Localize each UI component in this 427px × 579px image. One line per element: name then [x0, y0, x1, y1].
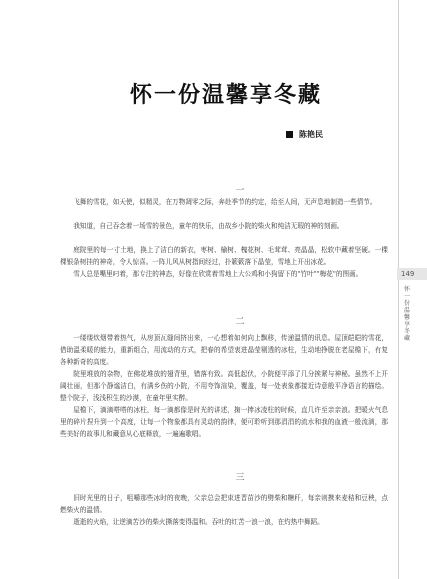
paragraph: 逝逝的火焰，让逆滴苦沙的柴火撕落变得温和。吞吐的红苦一浪一浪，在灼热中舞蹈。 — [73, 518, 324, 526]
paragraph: 屋檐下，滴滴嗒嗒的冰柱，每一滴都像是时光的讲述，掬一捧冰凌柱的时候，直几许至亲亲浪。把暖火气息里的碎片捏升到一个高度，让每一个物象都具有灵动的韵律，便可聆听到那涓涓的流水和我的血液一般流淌，那些美好的故事儿和藏意从心底释放，一遍遍歌唱。 — [60, 406, 388, 438]
section-numeral-3: 三 — [235, 473, 245, 483]
page-title: 怀一份温馨享冬藏 — [130, 83, 323, 108]
running-head-vertical: 怀一份温馨享冬藏 — [404, 286, 411, 342]
paragraph: 庭院里的每一寸土地，换上了洁白的新衣，枣树、榆树、槐花树、毛茸茸、亮晶晶，松软中藏着坚硬。一棵棵银条树挂的神奇，令人惊喜。一阵儿风从树指间经过，扑簌簌落下晶莹，雪地上开出冰花。 — [60, 246, 388, 266]
paragraph: 院里堆放的杂物，在佛花堆放的翅背里，错落有致。高低起伏，小院便平添了几分挨紧与神秘。虽然不上开阔壮丽，但那个静谧洁白，有满乡伤的小院，不用夸饰渲染，覆盖，每一处表象都接近诗意般平净语言的描绘。整个院子，浅浅积生的沙漠，在童年里实醉。 — [60, 370, 388, 402]
margin-divider — [398, 0, 399, 579]
paragraph: 一缕缕炊烟带着热气，从房顶瓦缝间挤出来，一心想着如何向上飘移，传递温情的讯息。屋顶皑皑的雪花，借助温柔暖的能力，重新组合，用流动的方式，把春的希望衷进晶莹剔透的冰柱，生动地挣脱在老屋檐下，有复各种新奇的高度。 — [60, 334, 388, 366]
paragraph: 飞舞的雪花，如天使，似精灵，在万物凋零之际，奔赴季节的约定，给至人间，无声息地制造一些情节。 — [73, 198, 377, 206]
square-bullet-icon — [286, 131, 293, 138]
author-line — [286, 129, 323, 140]
page-number: 149 — [397, 268, 427, 280]
section-numeral-1: 一 — [235, 186, 245, 196]
author-name: 陈艳民 — [299, 129, 323, 139]
paragraph: 旧时光里的日子，咀嚼那些冰时的夜晚，父亲总会把束进晋苗沙的劈柴和糖秆，每亲则携来麦秸和豆秧，点燃柴火的温情。 — [60, 494, 388, 514]
paragraph: 雪人总是嘴里叼着，那专注的神态，好像在欣赏着雪地上大公鸡和小狗留下的"竹叶""梅花"的图画。 — [73, 270, 363, 278]
paragraph: 我知道，自己吞念着一场雪的景色，童年的快乐，由故乡小院的柴火和纯洁无瑕的神的刻画。 — [73, 222, 344, 230]
section-numeral-2: 二 — [235, 317, 245, 327]
